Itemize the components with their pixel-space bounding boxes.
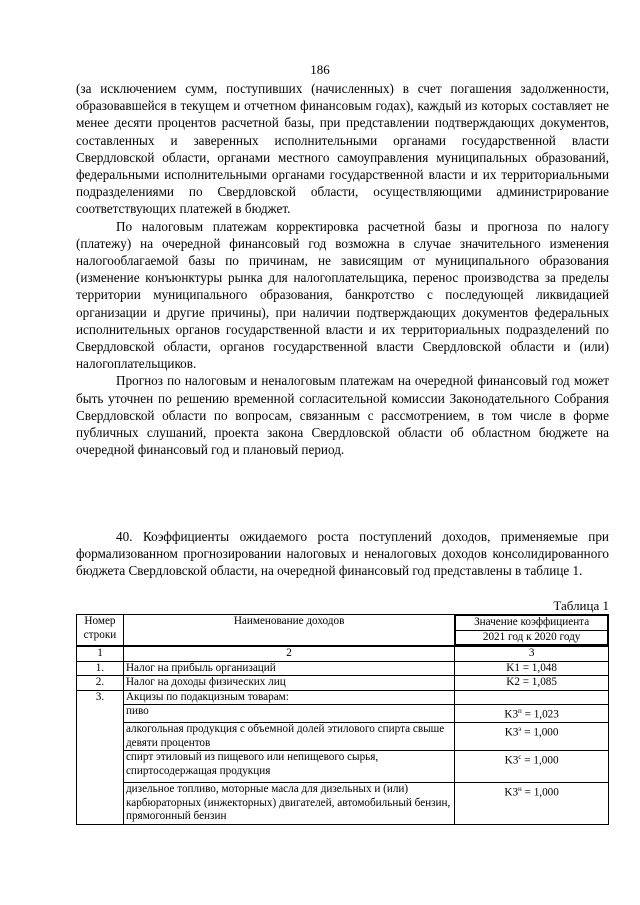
header-number: Номер строки (77, 615, 124, 646)
header-coef-period: 2021 год к 2020 году (456, 630, 608, 645)
column-number-1: 1 (77, 647, 124, 662)
row-name: Налог на прибыль организаций (123, 661, 454, 676)
paragraph-correction: По налоговым платежам корректировка расчетной базы и прогноза по налогу (платежу) на очередной финансовый год возможна в случае значительного изменения налогооблагаемой базы по причинам, не зависящим от муниципального образования (изменение конъюнктуры рынка для налогоплательщика, перенос производства за пределы территории муниципального образования, банкротство с последующей ликвидацией организации и другие причины), при наличии подтверждающих документов федеральных исполнительных органов государственной власти и их территориальных подразделений по Свердловской области, органов государственной власти Свердловской области и (или) налогоплательщиков. (76, 218, 609, 372)
page-number: 186 (310, 62, 330, 77)
table-row (77, 690, 609, 705)
row-number: 1. (77, 661, 124, 676)
table-row (77, 661, 609, 676)
row-name: Акцизы по подакцизным товарам: (123, 690, 454, 705)
row-name: Налог на доходы физических лиц (123, 676, 454, 691)
table-subrow (77, 751, 609, 783)
column-number-2: 2 (123, 647, 454, 662)
subrow-coef: $K3^п = 1,023$ (455, 705, 609, 723)
row-coef: K2 = 1,085 (455, 676, 609, 691)
header-coef-cell (455, 615, 609, 646)
body-text-top (76, 80, 609, 458)
coefficients-table (76, 614, 609, 825)
row-coef (455, 690, 609, 705)
subrow-name: спирт этиловый из пищевого или непищевого сырья, спиртосодержащая продукция (123, 751, 454, 783)
subrow-name: пиво (123, 705, 454, 723)
row-coef: K1 = 1,048 (455, 661, 609, 676)
table-caption: Таблица 1 (553, 598, 609, 613)
paragraph-item-40: 40. Коэффициенты ожидаемого роста поступлений доходов, применяемые при формализованном прогнозировании налоговых и неналоговых доходов консолидированного бюджета Свердловской области, на очередной финансовый год представлены в таблице 1. (76, 529, 609, 579)
table-subrow (77, 705, 609, 723)
header-coef: Значение коэффициента (456, 616, 608, 631)
paragraph-forecast-refinement: Прогноз по налоговым и неналоговым платежам на очередной финансовый год может быть уточнен по решению временной согласительной комиссии Законодательного Собрания Свердловской области по вопросам, связанным с рассмотрением, в том числе в форме публичных слушаний, проекта закона Свердловской области об областном бюджете на очередной финансовый год и плановый период. (76, 373, 609, 458)
row-number: 3. (77, 690, 124, 824)
subrow-coef: $K3^н = 1,000$ (455, 783, 609, 825)
paragraph-continuation: (за исключением сумм, поступивших (начисленных) в счет погашения задолженности, образовавшейся в текущем и отчетном финансовым годах), каждый из которых составляет не менее десяти процентов расчетной базы, при представлении подтверждающих документов, составленных и заверенных исполнительными органами государственной власти Свердловской области, органами местного самоуправления муниципальных образований, федеральными исполнительными органами государственной власти и их территориальными подразделениями по Свердловской области, осуществляющими администрирование соответствующих платежей в бюджет. (76, 81, 609, 217)
column-number-3: 3 (455, 647, 609, 662)
subrow-name: алкогольная продукция с объемной долей этилового спирта свыше девяти процентов (123, 723, 454, 751)
subrow-coef: $K3^с = 1,000$ (455, 751, 609, 783)
table-subrow (77, 723, 609, 751)
body-text-item-40 (76, 528, 609, 580)
subrow-name: дизельное топливо, моторные масла для дизельных и (или) карбюраторных (инжекторных) двигателей, автомобильный бензин, прямогонный бензин (123, 783, 454, 825)
header-name: Наименование доходов (123, 615, 454, 646)
table-row (77, 676, 609, 691)
subrow-coef: $K3^э = 1,000$ (455, 723, 609, 751)
table-subrow (77, 783, 609, 825)
row-number: 2. (77, 676, 124, 691)
